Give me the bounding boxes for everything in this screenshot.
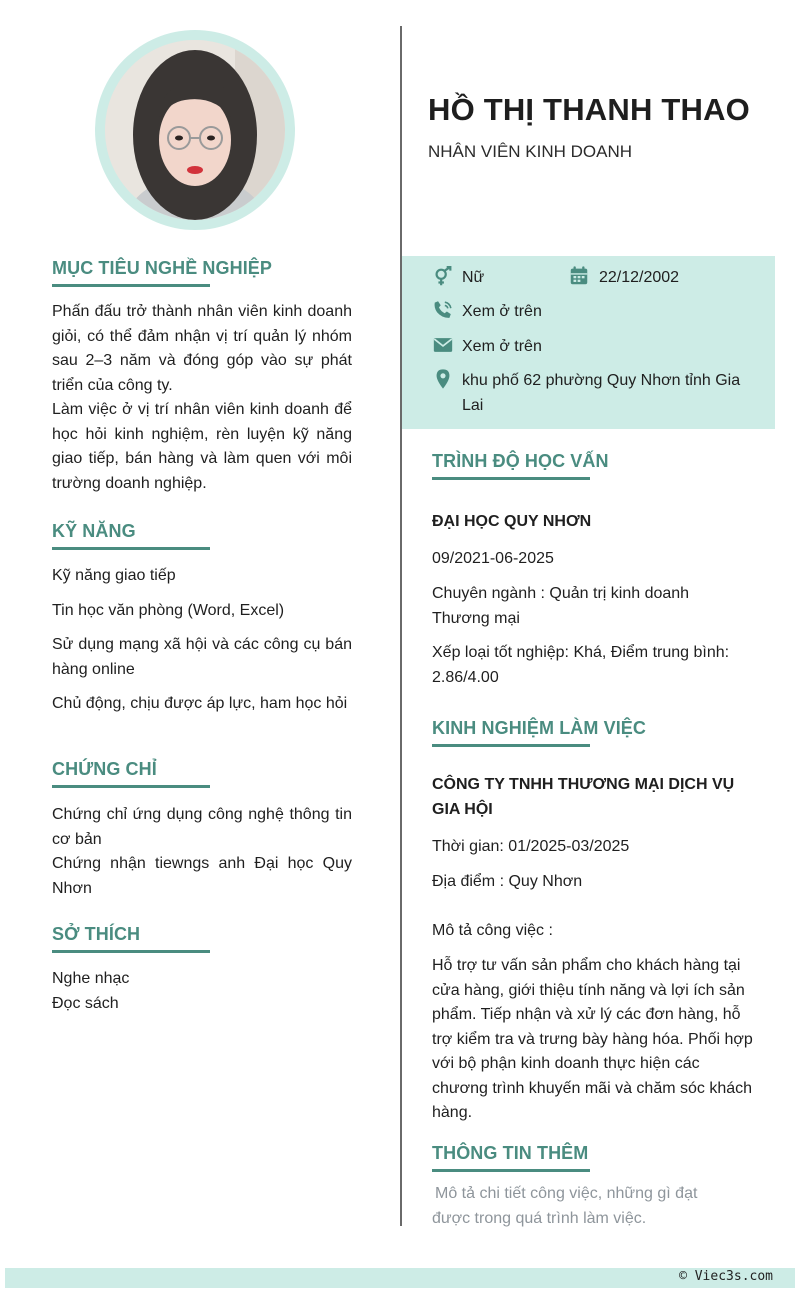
- hobbies-list: [52, 967, 352, 1016]
- calendar-icon: [568, 265, 590, 287]
- section-title: TRÌNH ĐỘ HỌC VẤN: [432, 451, 609, 471]
- school-name: ĐẠI HỌC QUY NHƠN: [432, 513, 592, 530]
- section-underline: [52, 950, 210, 953]
- list-item: Sử dụng mạng xã hội và các công cụ bán hàng online: [52, 636, 352, 678]
- section-title: MỤC TIÊU NGHỀ NGHIỆP: [52, 258, 273, 278]
- address-value: khu phố 62 phường Quy Nhơn tỉnh Gia Lai: [462, 372, 741, 414]
- section-title: KINH NGHIỆM LÀM VIỆC: [432, 718, 647, 738]
- career-objective-text: [52, 300, 352, 496]
- section-title: CHỨNG CHỈ: [52, 759, 157, 779]
- career-objective-section: [52, 258, 272, 287]
- list-item: Kỹ năng giao tiếp: [52, 567, 176, 584]
- list-item: Chứng nhận tiewngs anh Đại học Quy Nhơn: [52, 855, 352, 897]
- section-underline: [52, 547, 210, 550]
- email-value: Xem ở trên: [462, 338, 542, 355]
- section-underline: [432, 477, 590, 480]
- column-divider: [400, 26, 402, 1226]
- gender-icon: [432, 266, 454, 288]
- education-section: [432, 451, 609, 480]
- copyright: © Viec3s.com: [679, 1269, 773, 1284]
- job-description-label: Mô tả công việc :: [432, 922, 553, 939]
- location-icon: [432, 368, 454, 390]
- list-item: Tin học văn phòng (Word, Excel): [52, 601, 285, 619]
- footer-bar: [5, 1268, 795, 1288]
- hobbies-section: [52, 924, 210, 953]
- additional-info-placeholder: Mô tả chi tiết công việc, những gì đạt được trong quá trình làm việc.: [432, 1185, 698, 1227]
- phone-icon: [432, 299, 454, 321]
- certificates-list: [52, 803, 352, 901]
- section-title: SỞ THÍCH: [52, 924, 141, 944]
- list-item: Nghe nhạc: [52, 970, 130, 987]
- list-item: Chứng chỉ ứng dụng công nghệ thông tin cơ bản: [52, 806, 352, 848]
- list-item: Đọc sách: [52, 994, 119, 1012]
- work-location: Địa điểm : Quy Nhơn: [432, 873, 583, 890]
- job-description: Hỗ trợ tư vấn sản phẩm cho khách hàng tại cửa hàng, giới thiệu tính năng và lợi ích sản phẩm. Tiếp nhận và xử lý các đơn hàng, hỗ trợ kiểm tra và trưng bày hàng hóa. Phối hợp với bộ phận kinh doanh thực hiện các chương trình khuyến mãi và chăm sóc khách hàng.: [432, 957, 753, 1121]
- full-name: HỒ THỊ THANH THAO: [428, 92, 750, 127]
- gender-value: Nữ: [462, 269, 485, 286]
- graduation-grade: Xếp loại tốt nghiệp: Khá, Điểm trung bình: 2.86/4.00: [432, 644, 730, 686]
- skills-list: [52, 564, 352, 717]
- profile-photo: [105, 40, 285, 220]
- avatar: [95, 30, 295, 230]
- additional-info-section: [432, 1143, 590, 1172]
- objective-paragraph: Làm việc ở vị trí nhân viên kinh doanh để học hỏi kinh nghiệm, rèn luyện kỹ năng giao tiếp, bán hàng và làm quen với môi trường doanh nghiệp.: [52, 401, 352, 492]
- objective-paragraph: Phấn đấu trở thành nhân viên kinh doanh giỏi, có thể đảm nhận vị trí quản lý nhóm sau 2–3 năm và đóng góp vào sự phát triển của công ty.: [52, 303, 352, 394]
- section-underline: [432, 744, 590, 747]
- job-title: NHÂN VIÊN KINH DOANH: [428, 142, 633, 161]
- phone-value: Xem ở trên: [462, 303, 542, 320]
- list-item: Chủ động, chịu được áp lực, ham học hỏi: [52, 695, 348, 712]
- section-underline: [52, 284, 210, 287]
- certificates-section: [52, 759, 210, 788]
- work-time: Thời gian: 01/2025-03/2025: [432, 838, 630, 855]
- study-period: 09/2021-06-2025: [432, 550, 554, 567]
- company-name: CÔNG TY TNHH THƯƠNG MẠI DỊCH VỤ GIA HỘI: [432, 776, 735, 818]
- major: Chuyên ngành : Quản trị kinh doanh Thương mại: [432, 585, 690, 627]
- section-underline: [52, 785, 210, 788]
- section-title: THÔNG TIN THÊM: [432, 1143, 589, 1163]
- section-title: KỸ NĂNG: [52, 521, 136, 541]
- section-underline: [432, 1169, 590, 1172]
- experience-section: [432, 718, 646, 747]
- birthday-value: 22/12/2002: [599, 269, 680, 286]
- contact-panel: [402, 256, 775, 429]
- email-icon: [432, 334, 454, 356]
- portrait-illustration: [105, 40, 285, 220]
- skills-section: [52, 521, 210, 550]
